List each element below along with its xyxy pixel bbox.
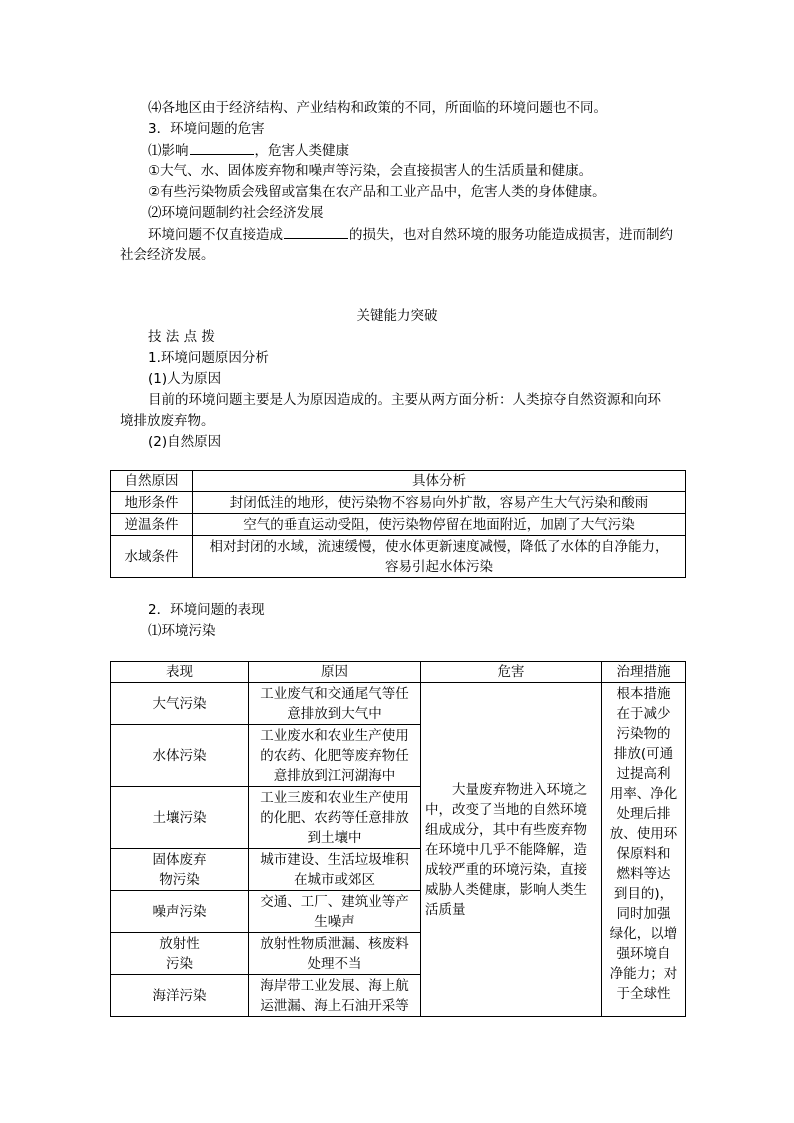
cause-line: 交通、工厂、建筑业等产 xyxy=(260,893,409,910)
measure-line: 处理后排 xyxy=(616,806,671,822)
para-economic-loss-line2: 社会经济发展。 xyxy=(120,247,215,263)
para-regional-differences: ⑷各地区由于经济结构、产业结构和政策的不同，所面临的环境问题也不同。 xyxy=(148,100,607,116)
para-constraint: ⑵环境问题制约社会经济发展 xyxy=(148,205,324,221)
cause-line: 到土壤中 xyxy=(307,829,362,846)
influence-before: ⑴影响 xyxy=(148,143,189,159)
measure-line: 于全球性 xyxy=(616,986,671,1002)
influence-after: ，危害人类健康 xyxy=(254,143,349,159)
t2-type-soil: 土壤污染 xyxy=(111,787,249,849)
heading-environment-harm: 3．环境问题的危害 xyxy=(148,121,265,137)
loss-before: 环境问题不仅直接造成 xyxy=(148,227,283,243)
cause-line: 工业废气和交通尾气等任 xyxy=(260,685,409,702)
t2-cause-air xyxy=(249,683,421,725)
harm-line: 威胁人类健康，影响人类生 xyxy=(425,881,587,898)
loss-after: 的损失，也对自然环境的服务功能造成损害，进而制约 xyxy=(349,227,673,243)
type-line: 物污染 xyxy=(159,871,200,888)
harm-line: 成较严重的环境污染，直接 xyxy=(425,861,587,878)
measure-line: 用率、净化 xyxy=(609,786,678,802)
table-row xyxy=(111,536,686,578)
measure-line: 保原料和 xyxy=(616,846,671,862)
harm-line: 大量废弃物进入环境之 xyxy=(452,781,587,798)
t1-cell-type: 水域条件 xyxy=(111,536,193,578)
t2-cause-ocean xyxy=(249,975,421,1017)
t2-header-type: 表现 xyxy=(111,662,249,683)
t2-type-water: 水体污染 xyxy=(111,725,249,787)
measure-line: 排放(可通 xyxy=(613,746,674,762)
t2-type-solid xyxy=(111,849,249,891)
harm-line: 在环境中几乎不能降解，造 xyxy=(425,841,587,858)
measure-line: 过提高利 xyxy=(616,766,671,782)
t2-type-air: 大气污染 xyxy=(111,683,249,725)
t2-cause-solid xyxy=(249,849,421,891)
t1-analysis-line2: 容易引起水体污染 xyxy=(385,558,493,575)
heading-human-cause: (1)人为原因 xyxy=(148,371,222,387)
cause-line: 工业废水和农业生产使用 xyxy=(260,727,409,744)
t1-analysis-line1: 相对封闭的水域，流速缓慢，使水体更新速度减慢，降低了水体的自净能力， xyxy=(209,538,669,555)
para-circle-1: ①大气、水、固体废弃物和噪声等污染，会直接损害人的生活质量和健康。 xyxy=(148,163,593,179)
type-line: 放射性 xyxy=(159,935,200,952)
t2-header-cause: 原因 xyxy=(249,662,421,683)
table-row xyxy=(111,492,686,514)
cause-line: 生噪声 xyxy=(314,913,355,930)
cause-line: 的农药、化肥等废弃物任 xyxy=(260,747,409,764)
human-cause-text-1: 目前的环境问题主要是人为原因造成的。主要从两方面分析：人类掠夺自然资源和向环 xyxy=(148,392,661,408)
t2-cause-noise xyxy=(249,891,421,933)
cause-line: 城市建设、生活垃圾堆积 xyxy=(260,851,409,868)
t1-header-analysis: 具体分析 xyxy=(193,471,686,492)
t2-measures-cell xyxy=(602,683,686,1017)
measure-line: 同时加强 xyxy=(616,906,671,922)
heading-pollution: ⑴环境污染 xyxy=(148,623,216,639)
measure-line: 燃料等达 xyxy=(616,866,671,882)
cause-line: 的化肥、农药等任意排放 xyxy=(260,809,409,826)
measure-line: 净能力；对 xyxy=(609,966,678,982)
t2-header-measures: 治理措施 xyxy=(602,662,686,683)
cause-line: 工业三废和农业生产使用 xyxy=(260,789,409,806)
type-line: 污染 xyxy=(166,955,193,972)
fill-blank-2[interactable] xyxy=(284,224,348,239)
harm-line: 组成成分，其中有些废弃物 xyxy=(425,821,587,838)
measure-line: 放、使用环 xyxy=(609,826,678,842)
t2-cause-radioactive xyxy=(249,933,421,975)
t1-cell-analysis: 空气的垂直运动受阻，使污染物停留在地面附近，加剧了大气污染 xyxy=(193,514,686,536)
cause-line: 运泄漏、海上石油开采等 xyxy=(260,997,409,1014)
t1-cell-type: 逆温条件 xyxy=(111,514,193,536)
measure-line: 根本措施 xyxy=(616,686,671,702)
t1-header-cause: 自然原因 xyxy=(111,471,193,492)
measure-line: 在于减少 xyxy=(616,706,671,722)
measure-line: 到目的)， xyxy=(613,886,674,902)
cause-line: 意排放到江河湖海中 xyxy=(273,767,396,784)
para-influence xyxy=(148,140,349,162)
para-economic-loss xyxy=(148,224,673,246)
cause-line: 处理不当 xyxy=(307,955,362,972)
heading-natural-cause: (2)自然原因 xyxy=(148,434,222,450)
t2-cause-water xyxy=(249,725,421,787)
cause-line: 放射性物质泄漏、核废料 xyxy=(260,935,409,952)
natural-cause-table xyxy=(110,470,686,578)
measure-line: 强环境自 xyxy=(616,946,671,962)
measure-line: 绿化，以增 xyxy=(609,926,678,942)
t1-cell-type: 地形条件 xyxy=(111,492,193,514)
skill-tips: 技 法 点 拨 xyxy=(148,329,215,345)
type-line: 固体废弃 xyxy=(152,851,207,868)
para-circle-2: ②有些污染物质会残留或富集在农产品和工业产品中，危害人类的身体健康。 xyxy=(148,184,606,200)
cause-line: 意排放到大气中 xyxy=(287,705,382,722)
t2-cause-soil xyxy=(249,787,421,849)
t2-type-radioactive xyxy=(111,933,249,975)
cause-line: 在城市或郊区 xyxy=(294,871,375,888)
table-row xyxy=(111,683,686,725)
measure-line: 污染物的 xyxy=(616,726,671,742)
table-row xyxy=(111,514,686,536)
t2-harm-cell xyxy=(421,683,602,1017)
pollution-table xyxy=(110,661,686,1017)
human-cause-text-2: 境排放废弃物。 xyxy=(120,413,215,429)
t1-cell-analysis xyxy=(193,536,686,578)
t1-cell-analysis: 封闭低洼的地形，使污染物不容易向外扩散，容易产生大气污染和酸雨 xyxy=(193,492,686,514)
fill-blank-1[interactable] xyxy=(190,140,254,155)
harm-line: 中，改变了当地的自然环境 xyxy=(425,801,587,818)
heading-cause-analysis: 1.环境问题原因分析 xyxy=(148,350,269,366)
t2-type-noise: 噪声污染 xyxy=(111,891,249,933)
section-title: 关键能力突破 xyxy=(356,308,438,324)
harm-line: 活质量 xyxy=(425,901,466,918)
cause-line: 海岸带工业发展、海上航 xyxy=(260,977,409,994)
t2-header-harm: 危害 xyxy=(421,662,602,683)
t2-type-ocean: 海洋污染 xyxy=(111,975,249,1017)
heading-manifestation: 2．环境问题的表现 xyxy=(148,602,265,618)
